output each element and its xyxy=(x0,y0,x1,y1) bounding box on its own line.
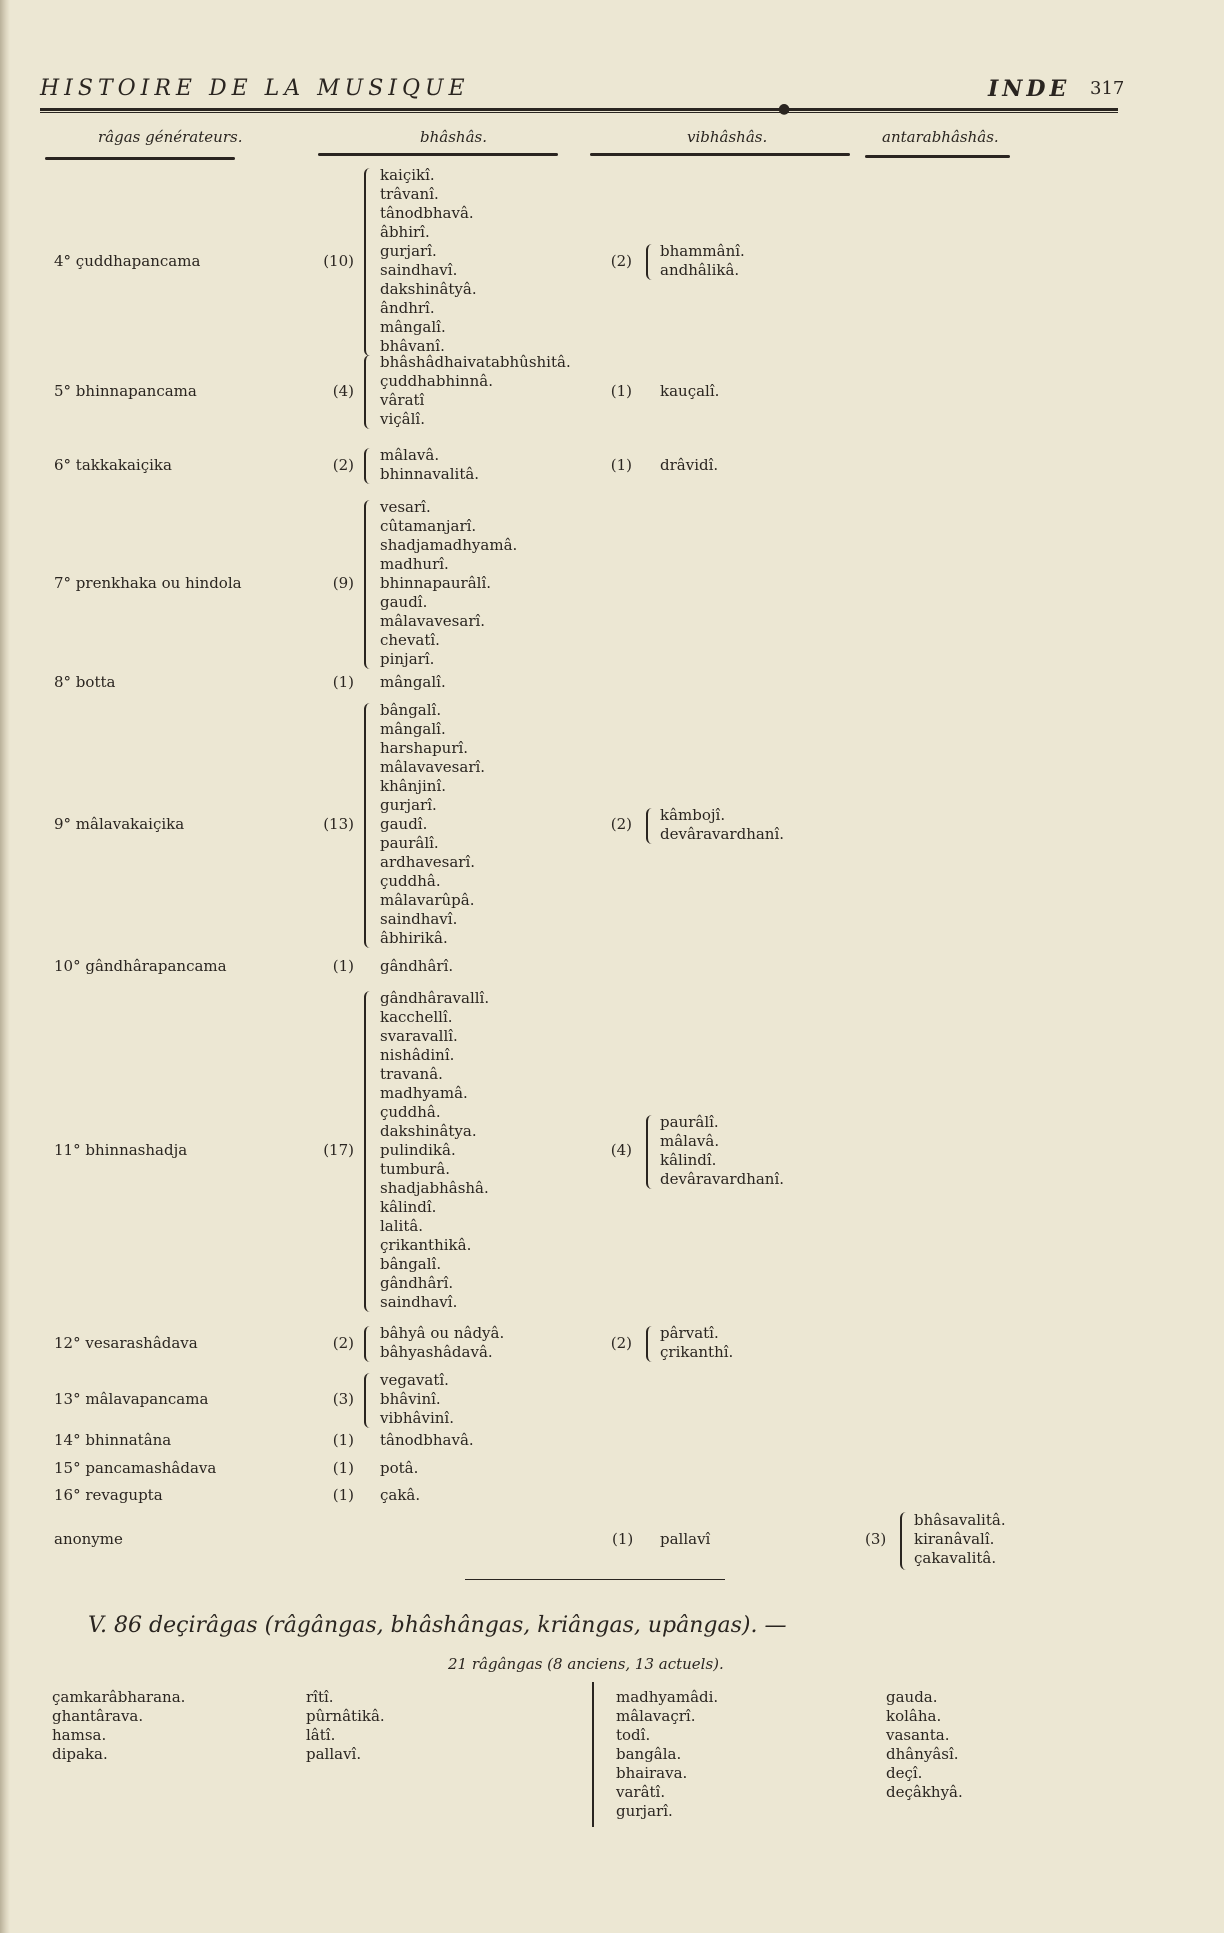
group-brace xyxy=(364,991,372,1312)
raga-count: (17) xyxy=(323,1141,354,1159)
ragamga-item: çamkarâbharana. xyxy=(52,1688,186,1706)
bhasha-item: madhyamâ. xyxy=(380,1084,468,1102)
bhasha-item: pallavî xyxy=(660,1530,711,1548)
bhasha-item: vegavatî. xyxy=(380,1371,449,1389)
bhasha-item: bhâshâdhaivatabhûshitâ. xyxy=(380,353,571,371)
group-brace xyxy=(646,808,654,844)
raga-count: (1) xyxy=(332,1431,354,1449)
ragamga-item: bhairava. xyxy=(616,1764,688,1782)
bhasha-item: vesarî. xyxy=(380,498,431,516)
group-brace xyxy=(646,1326,654,1362)
bhasha-item: çuddhâ. xyxy=(380,872,441,890)
group-brace xyxy=(364,1326,372,1362)
vibhasha-item: bhammânî. xyxy=(660,242,745,260)
bhasha-item: ândhrî. xyxy=(380,299,435,317)
bhasha-item: tumburâ. xyxy=(380,1160,451,1178)
antarabhasha-item: kiranâvalî. xyxy=(914,1530,995,1548)
ragamga-item: bangâla. xyxy=(616,1745,682,1763)
raga-count: (2) xyxy=(332,1333,354,1352)
raga-label: anonyme xyxy=(54,1530,123,1548)
bhasha-item: mângalî. xyxy=(380,318,446,336)
vibhasha-item: kâlindî. xyxy=(660,1150,717,1169)
column-divider xyxy=(592,1682,594,1827)
bhasha-item: âbhirî. xyxy=(380,223,430,241)
vibhasha-item: kauçalî. xyxy=(660,381,720,400)
bhasha-item: mâlavarûpâ. xyxy=(380,891,475,909)
raga-label: 6° takkakaiçika xyxy=(54,455,172,474)
raga-label: 15° pancamashâdava xyxy=(54,1459,217,1477)
raga-count: (3) xyxy=(332,1390,354,1408)
raga-count: (9) xyxy=(332,574,354,592)
ragamga-item: rîtî. xyxy=(306,1688,334,1706)
bhasha-item: bângalî. xyxy=(380,701,442,719)
raga-count: (13) xyxy=(323,815,354,833)
bhasha-item: kacchellî. xyxy=(380,1008,453,1026)
page-number: 317 xyxy=(1090,78,1125,99)
bhasha-item: shadjabhâshâ. xyxy=(380,1179,489,1197)
bhasha-item: chevatî. xyxy=(380,631,440,649)
bhasha-item: dakshinâtyâ. xyxy=(380,280,477,298)
bhasha-item: potâ. xyxy=(380,1459,419,1477)
vibhasha-count: (1) xyxy=(610,381,632,400)
ragamga-item: gurjarî. xyxy=(616,1802,673,1820)
ragamga-item: kolâha. xyxy=(886,1707,942,1725)
bhasha-item: bhinnapaurâlî. xyxy=(380,574,492,592)
bhasha-item: bângalî. xyxy=(380,1255,442,1273)
bhasha-item: bâhyâ ou nâdyâ. xyxy=(380,1324,505,1342)
bhasha-item: gaudî. xyxy=(380,593,428,611)
bhasha-item: paurâlî. xyxy=(380,834,439,852)
group-brace xyxy=(364,168,372,356)
bhasha-item: çrikanthikâ. xyxy=(380,1236,472,1254)
bhasha-item: nishâdinî. xyxy=(380,1046,455,1064)
raga-label: 5° bhinnapancama xyxy=(54,381,197,400)
group-brace xyxy=(364,1373,372,1428)
ragamga-item: deçâkhyâ. xyxy=(886,1783,963,1801)
group-brace xyxy=(900,1512,908,1570)
vibhasha-count: (1) xyxy=(610,455,632,474)
raga-count: (4) xyxy=(332,381,354,400)
vibhasha-item: mâlavâ. xyxy=(660,1131,720,1150)
bhasha-item: svaravallî. xyxy=(380,1027,458,1045)
group-brace xyxy=(364,500,372,669)
bhasha-item: mâlavâ. xyxy=(380,446,440,464)
ragamga-item: gauda. xyxy=(886,1688,938,1706)
running-title: HISTOIRE DE LA MUSIQUE xyxy=(40,76,470,101)
ragamga-item: mâlavaçrî. xyxy=(616,1707,696,1725)
bhasha-item: gaudî. xyxy=(380,815,428,833)
bhasha-item: çakâ. xyxy=(380,1486,421,1504)
antarabhasha-count: (3) xyxy=(865,1530,887,1548)
bhasha-item: viçâlî. xyxy=(380,410,425,428)
raga-label: 12° vesarashâdava xyxy=(54,1333,198,1352)
raga-count: (1) xyxy=(332,957,354,975)
chapter-title: INDE xyxy=(988,76,1071,102)
bhasha-item: gurjarî. xyxy=(380,796,437,814)
column-swash xyxy=(45,157,235,160)
raga-label: 11° bhinnashadja xyxy=(54,1141,188,1159)
group-brace xyxy=(364,448,372,484)
ragamga-item: dhânyâsî. xyxy=(886,1745,959,1763)
vibhasha-item: pârvatî. xyxy=(660,1324,719,1342)
vibhasha-count: (2) xyxy=(610,1333,632,1352)
group-brace xyxy=(646,1115,654,1189)
antarabhasha-item: bhâsavalitâ. xyxy=(914,1511,1006,1529)
vibhasha-item: kâmbojî. xyxy=(660,805,726,824)
bhasha-item: gurjarî. xyxy=(380,242,437,260)
bhasha-item: tânodbhavâ. xyxy=(380,204,474,222)
bhasha-item: gândhâravallî. xyxy=(380,989,490,1007)
bhasha-item: pinjarî. xyxy=(380,650,435,668)
bhasha-item: saindhavî. xyxy=(380,261,458,279)
vibhasha-count: (4) xyxy=(610,1141,632,1159)
rule-ornament: ● xyxy=(778,101,791,117)
bhasha-item: mângalî. xyxy=(380,673,446,691)
vibhasha-count: (2) xyxy=(610,251,632,270)
bhasha-item: mângalî. xyxy=(380,720,446,738)
bhasha-item: khânjinî. xyxy=(380,777,447,795)
vibhasha-item: paurâlî. xyxy=(660,1112,719,1131)
column-header-bhashas: bhâshâs. xyxy=(420,128,487,146)
raga-count: (1) xyxy=(332,1459,354,1477)
vibhasha-item: devâravardhanî. xyxy=(660,824,785,843)
raga-count: (1) xyxy=(332,673,354,691)
ragamga-item: deçî. xyxy=(886,1764,923,1782)
ragamga-item: pûrnâtikâ. xyxy=(306,1707,385,1725)
bhasha-item: kâlindî. xyxy=(380,1198,437,1216)
vibhasha-count: (2) xyxy=(610,815,632,833)
bhasha-item: travanâ. xyxy=(380,1065,443,1083)
ragamga-item: pallavî. xyxy=(306,1745,362,1763)
section-separator xyxy=(465,1579,725,1580)
ragamga-item: lâtî. xyxy=(306,1726,336,1744)
section-subtitle: 21 râgângas (8 anciens, 13 actuels). xyxy=(448,1655,724,1673)
raga-count: (1) xyxy=(332,1486,354,1504)
bhasha-item: mâlavavesarî. xyxy=(380,758,486,776)
raga-label: 7° prenkhaka ou hindola xyxy=(54,574,242,592)
bhasha-item: bhinnavalitâ. xyxy=(380,465,480,483)
bhasha-item: shadjamadhyamâ. xyxy=(380,536,518,554)
bhasha-item: bâhyashâdavâ. xyxy=(380,1343,493,1361)
vibhasha-item: devâravardhanî. xyxy=(660,1169,785,1188)
bhasha-item: vibhâvinî. xyxy=(380,1409,454,1427)
group-brace xyxy=(364,703,372,948)
bhasha-item: çuddhâ. xyxy=(380,1103,441,1121)
bhasha-item: trâvanî. xyxy=(380,185,439,203)
bhasha-item: madhurî. xyxy=(380,555,449,573)
ragamga-item: varâtî. xyxy=(616,1783,666,1801)
bhasha-item: mâlavavesarî. xyxy=(380,612,486,630)
column-swash xyxy=(590,153,850,156)
raga-label: 9° mâlavakaiçika xyxy=(54,815,185,833)
column-swash xyxy=(865,155,1010,158)
bhasha-item: gândhârî. xyxy=(380,1274,454,1292)
bhasha-item: vâratî xyxy=(380,391,425,409)
ragamga-item: hamsa. xyxy=(52,1726,107,1744)
column-header-vibhashas: vibhâshâs. xyxy=(687,128,768,146)
bhasha-item: ardhavesarî. xyxy=(380,853,476,871)
header-rule xyxy=(40,108,1118,111)
ragamga-item: madhyamâdi. xyxy=(616,1688,719,1706)
ragamga-item: dipaka. xyxy=(52,1745,108,1763)
raga-label: 10° gândhârapancama xyxy=(54,957,227,975)
ragamga-item: ghantârava. xyxy=(52,1707,144,1725)
bhasha-item: gândhârî. xyxy=(380,957,454,975)
bhasha-item: cûtamanjarî. xyxy=(380,517,477,535)
ragamga-item: vasanta. xyxy=(886,1726,950,1744)
group-brace xyxy=(364,355,372,429)
raga-count: (10) xyxy=(323,251,354,270)
bhasha-item: lalitâ. xyxy=(380,1217,424,1235)
raga-count: (2) xyxy=(332,455,354,474)
raga-label: 14° bhinnatâna xyxy=(54,1431,172,1449)
bhasha-item: bhâvinî. xyxy=(380,1390,441,1408)
bhasha-item: tânodbhavâ. xyxy=(380,1431,474,1449)
column-header-ragas: râgas générateurs. xyxy=(98,128,243,146)
raga-label: 4° çuddhapancama xyxy=(54,251,201,270)
header-rule-thin xyxy=(40,112,1118,113)
raga-label: 13° mâlavapancama xyxy=(54,1390,209,1408)
antarabhasha-item: çakavalitâ. xyxy=(914,1549,997,1567)
raga-count: (1) xyxy=(612,1530,634,1548)
bhasha-item: bhâvanî. xyxy=(380,337,445,355)
bhasha-item: harshapurî. xyxy=(380,739,469,757)
vibhasha-item: andhâlikâ. xyxy=(660,261,740,279)
bhasha-item: âbhirikâ. xyxy=(380,929,448,947)
vibhasha-item: drâvidî. xyxy=(660,455,719,474)
bhasha-item: saindhavî. xyxy=(380,1293,458,1311)
section-title: V. 86 deçirâgas (râgângas, bhâshângas, kriângas, upângas). — xyxy=(88,1613,787,1638)
bhasha-item: pulindikâ. xyxy=(380,1141,456,1159)
raga-label: 16° revagupta xyxy=(54,1486,163,1504)
bhasha-item: çuddhabhinnâ. xyxy=(380,372,493,390)
group-brace xyxy=(646,244,654,280)
column-swash xyxy=(318,153,558,156)
ragamga-item: todî. xyxy=(616,1726,651,1744)
vibhasha-item: çrikanthî. xyxy=(660,1343,734,1361)
raga-label: 8° botta xyxy=(54,673,116,691)
bhasha-item: dakshinâtya. xyxy=(380,1122,477,1140)
page-binding-edge xyxy=(0,0,10,1933)
bhasha-item: saindhavî. xyxy=(380,910,458,928)
column-header-antarabhashas: antarabhâshâs. xyxy=(882,128,999,146)
bhasha-item: kaiçikî. xyxy=(380,166,435,184)
